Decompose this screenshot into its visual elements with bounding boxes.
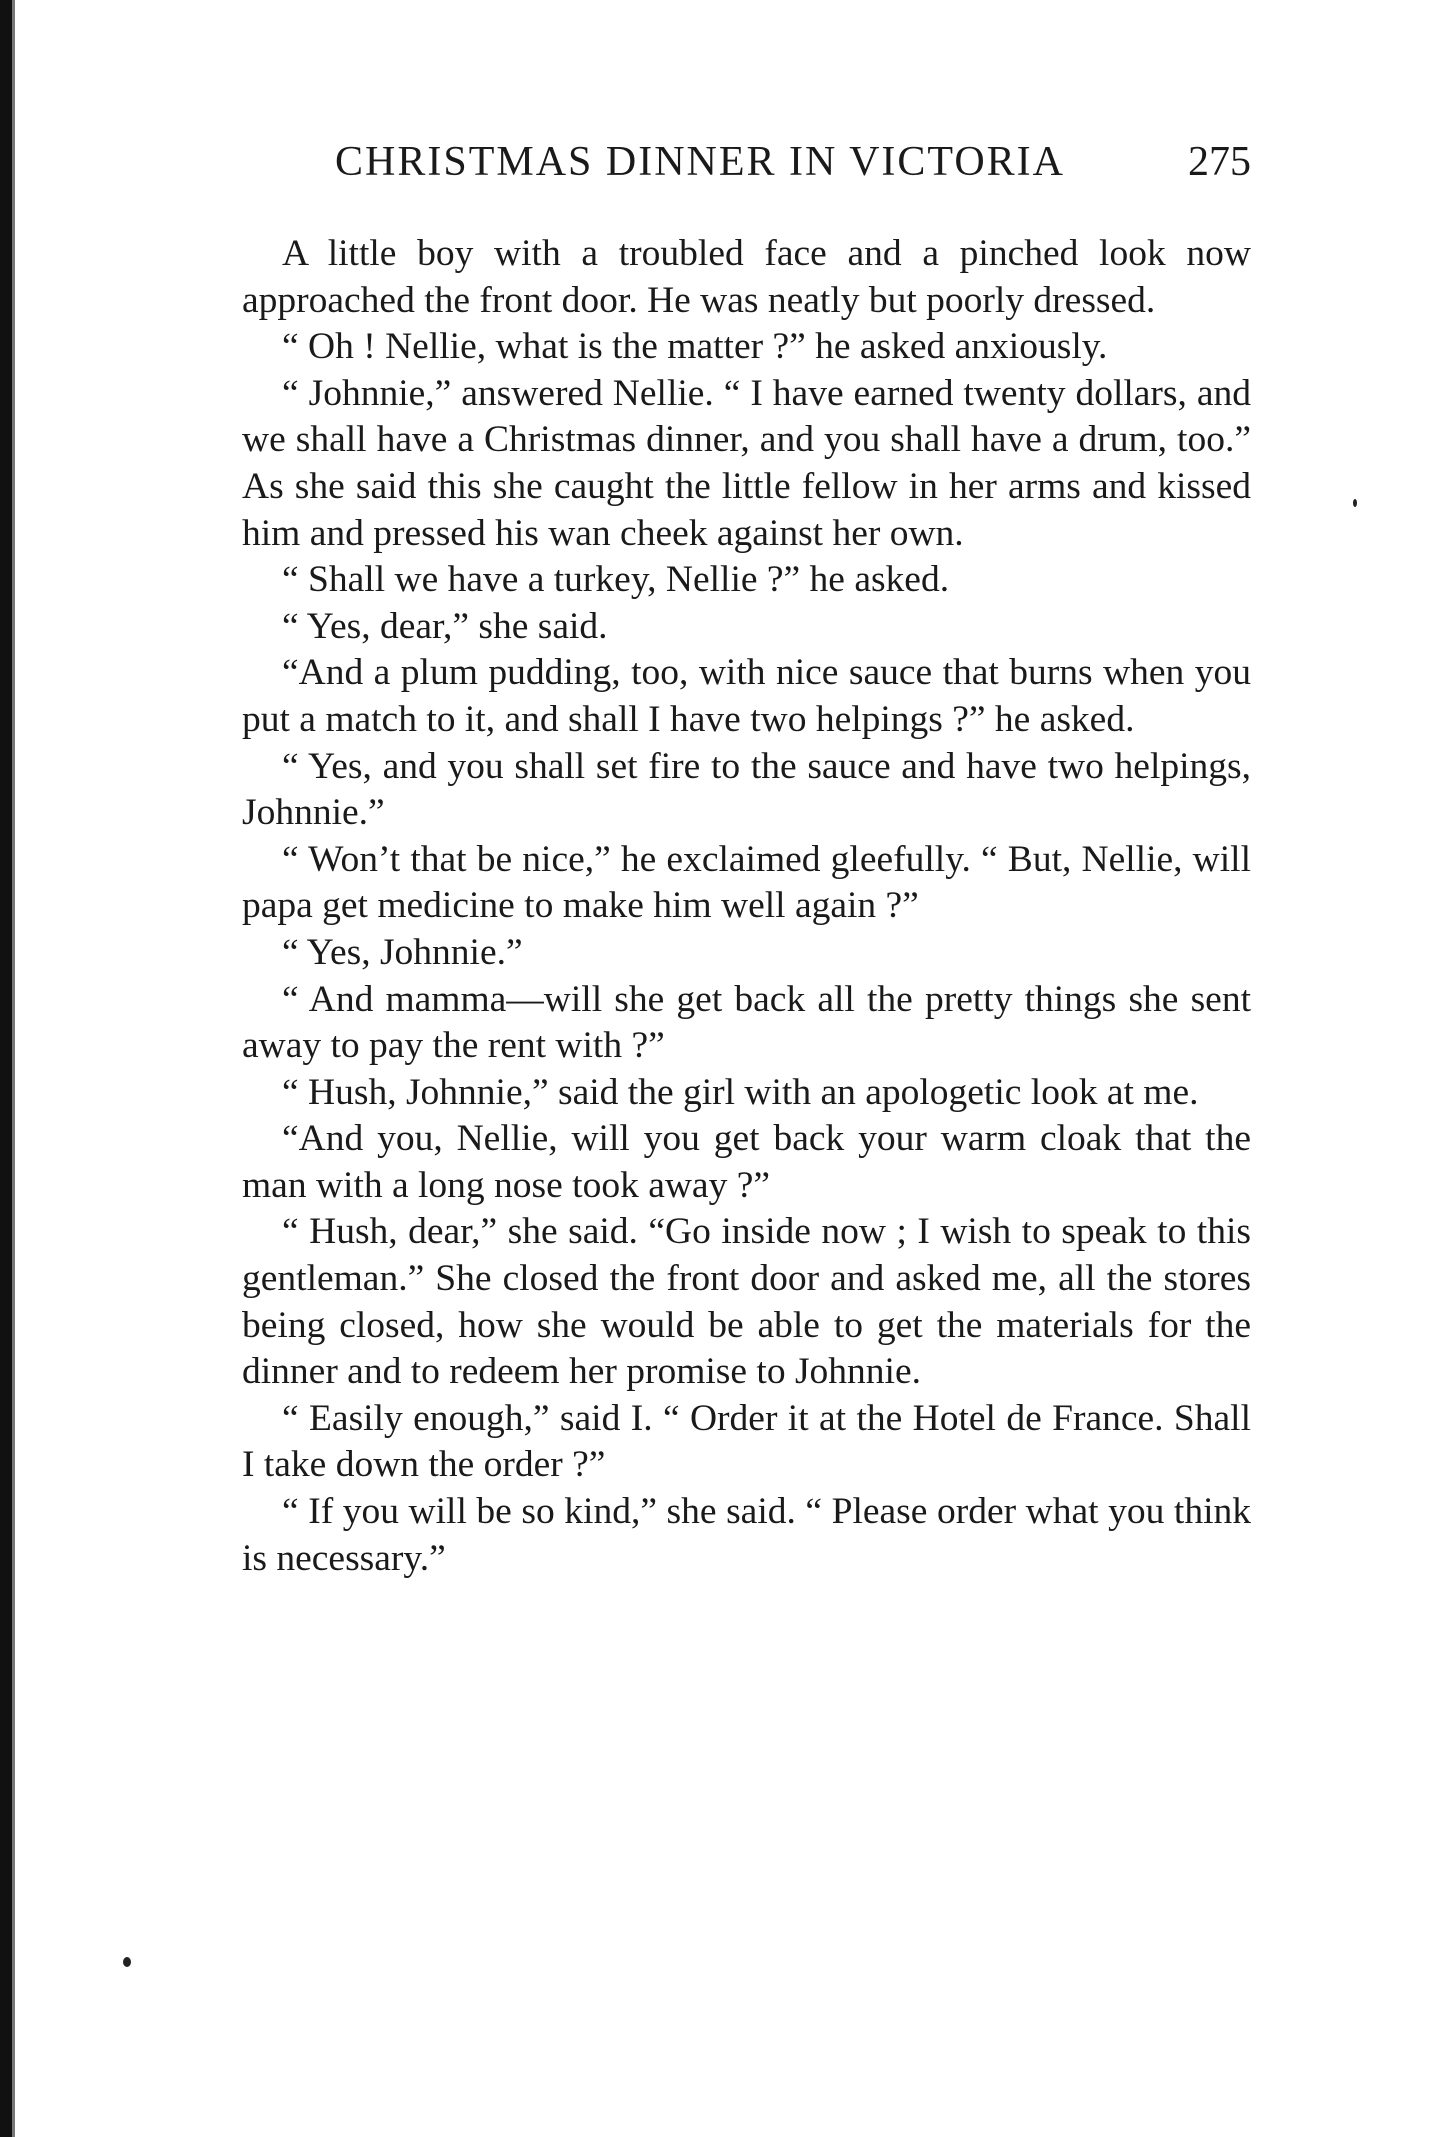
paragraph: “And a plum pudding, too, with nice sauce that burns when you put a match to it, and shall I have two helpings ?” he asked. — [242, 652, 1251, 740]
paragraph: “ Johnnie,” answered Nellie. “ I have earned twenty dollars, and we shall have a Christmas dinner, and you shall have a drum, too.” As she said this she caught the little fellow in her arms and kissed him and pressed his wan cheek against her own. — [242, 372, 1251, 554]
ink-speck — [123, 1957, 131, 1967]
paragraph: “ Yes, Johnnie.” — [282, 931, 523, 973]
running-title: CHRISTMAS DINNER IN VICTORIA — [335, 139, 1065, 185]
paragraph: “ If you will be so kind,” she said. “ Please order what you think is necessary.” — [242, 1491, 1251, 1579]
paragraph: “ And mamma—will she get back all the pretty things she sent away to pay the rent with ?” — [242, 978, 1251, 1067]
paragraph: “ Hush, dear,” she said. “Go inside now ; I wish to speak to this gentleman.” She closed the front door and asked me, all the stores being closed, how she would be able to get the materials for the dinner and to redeem her promise to Johnnie. — [242, 1211, 1251, 1393]
paragraph: “And you, Nellie, will you get back your warm cloak that the man with a long nose took away ?” — [242, 1118, 1251, 1206]
paragraph: “ Oh ! Nellie, what is the matter ?” he asked anxiously. — [282, 326, 1108, 368]
ink-speck — [1353, 499, 1357, 507]
body-text — [242, 231, 1251, 1582]
paragraph: “ Yes, dear,” she said. — [282, 605, 608, 647]
paragraph: “ Hush, Johnnie,” said the girl with an apologetic look at me. — [282, 1071, 1199, 1113]
paragraph: “ Shall we have a turkey, Nellie ?” he asked. — [282, 559, 950, 601]
paragraph: “ Yes, and you shall set fire to the sauce and have two helpings, Johnnie.” — [242, 745, 1251, 834]
page-binding-edge — [0, 0, 12, 2137]
page-header — [335, 138, 1251, 198]
paragraph: “ Easily enough,” said I. “ Order it at the Hotel de France. Shall I take down the order ?” — [242, 1397, 1251, 1486]
paragraph: “ Won’t that be nice,” he exclaimed gleefully. “ But, Nellie, will papa get medicine to make him well again ?” — [242, 838, 1251, 927]
page-number: 275 — [1188, 139, 1251, 185]
paragraph: A little boy with a troubled face and a pinched look now approached the front door. He was neatly but poorly dressed. — [242, 233, 1251, 321]
